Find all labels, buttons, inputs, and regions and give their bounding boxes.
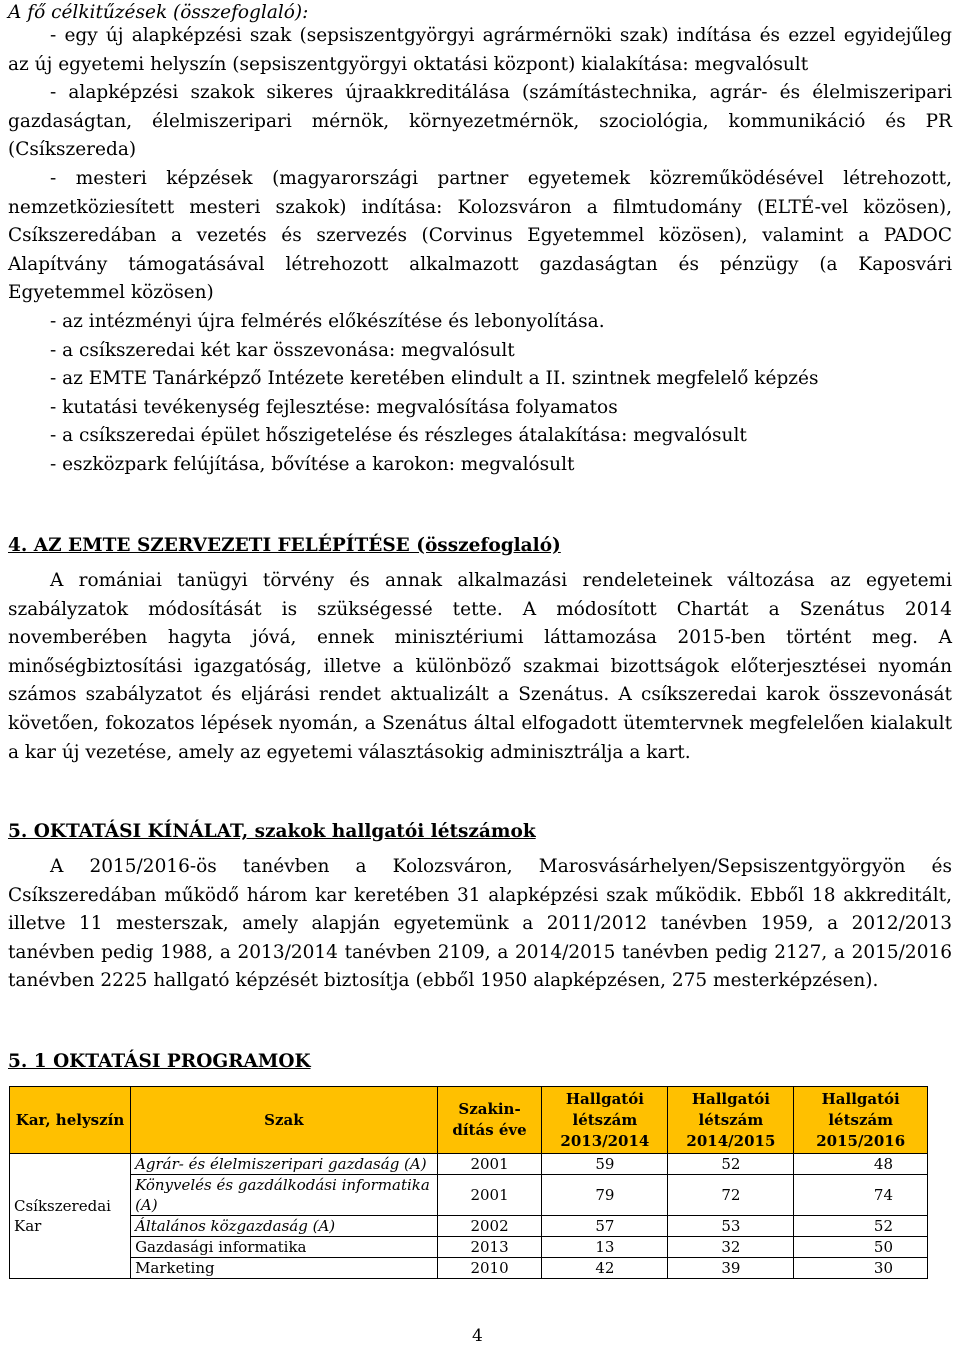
table-header-row [10,1087,928,1154]
summary-item: - a csíkszeredai két kar összevonása: megvalósult [50,339,515,361]
header-2013: Hallgatói létszám 2013/2014 [542,1087,668,1154]
table-row [10,1258,928,1279]
szak-cell: Agrár- és élelmiszeripari gazdaság (A) [131,1154,438,1175]
table-row [10,1237,928,1258]
count-cell: 74 [794,1175,928,1216]
count-cell: 30 [794,1258,928,1279]
szak-cell: Általános közgazdaság (A) [131,1216,438,1237]
programs-table [9,1086,928,1279]
kar-cell: Csíkszeredai Kar [10,1154,131,1279]
count-cell: 39 [668,1258,794,1279]
header-2015: Hallgatói létszám 2015/2016 [794,1087,928,1154]
count-cell: 50 [794,1237,928,1258]
count-cell: 32 [668,1237,794,1258]
count-cell: 53 [668,1216,794,1237]
summary-item: - kutatási tevékenység fejlesztése: megvalósítása folyamatos [50,396,618,418]
szak-cell: Gazdasági informatika [131,1237,438,1258]
summary-item: - egy új alapképzési szak (sepsiszentgyörgyi agrármérnöki szak) indítása és ezzel egyidejűleg az új egyetemi helyszín (sepsiszentgyörgyi oktatási központ) kialakítása: megvalósult [8,25,952,75]
count-cell: 13 [542,1237,668,1258]
year-cell: 2001 [437,1175,542,1216]
count-cell: 52 [794,1216,928,1237]
summary-item: - mesteri képzések (magyarországi partner egyetemek közreműködésével létrehozott, nemzetköziesített mesteri szakok) indítása: Kolozsváron a filmtudomány (ELTÉ-vel közösen), Csíkszeredában a vezetés és szervezés (Corvinus Egyetemmel közösen), valamint a PADOC Alapítvány támogatásával létrehozott alkalmazott gazdaságtan és pénzügy (a Kaposvári Egyetemmel közösen) [8,167,952,304]
count-cell: 42 [542,1258,668,1279]
section-4-body: A romániai tanügyi törvény és annak alkalmazási rendeleteinek változása az egyetemi szabályzatok módosítását is szükségessé tette. A módosított Chartát a Szenátus 2014 novemberében hagyta jóvá, ennek minisztériumi láttamozása 2015-ben történt meg. A minőségbiztosítási igazgatóság, illetve a különböző szakmai bizottságok előterjesztései nyomán számos szabályzatot és eljárási rendet aktualizált a Szenátus. A csíkszeredai karok összevonását követően, fokozatos lépések nyomán, a Szenátus által elfogadott ütemtervnek megfelelően kialakult a kar új vezetése, amely az egyetemi választásokig adminisztrálja a kart. [8,570,952,763]
count-cell: 57 [542,1216,668,1237]
count-cell: 59 [542,1154,668,1175]
header-kar: Kar, helyszín [10,1087,131,1154]
summary-item: - az intézményi újra felmérés előkészítése és lebonyolítása. [50,310,605,332]
table-row [10,1216,928,1237]
count-cell: 72 [668,1175,794,1216]
count-cell: 52 [668,1154,794,1175]
summary-item: - alapképzési szakok sikeres újraakkreditálása (számítástechnika, agrár- és élelmiszeripari gazdaságtan, élelmiszeripari mérnök, környezetmérnök, szociológia, kommunikáció és PR (Csíkszereda) [8,82,952,161]
summary-item: - a csíkszeredai épület hőszigetelése és részleges átalakítása: megvalósult [50,425,747,447]
year-cell: 2002 [437,1216,542,1237]
count-cell: 79 [542,1175,668,1216]
summary-item: - az EMTE Tanárképző Intézete keretében elindult a II. szintnek megfelelő képzés [50,368,819,390]
year-cell: 2013 [437,1237,542,1258]
header-szak: Szak [131,1087,438,1154]
table-row [10,1175,928,1216]
section-5-1-heading: 5. 1 OKTATÁSI PROGRAMOK [8,1051,311,1072]
year-cell: 2001 [437,1154,542,1175]
summary-list [8,22,952,480]
szak-cell: Könyvelés és gazdálkodási informatika (A) [131,1175,438,1216]
table-row [10,1154,928,1175]
szak-cell: Marketing [131,1258,438,1279]
header-inditas: Szakin-dítás éve [437,1087,542,1154]
header-2014: Hallgatói létszám 2014/2015 [668,1087,794,1154]
summary-heading: A fő célkitűzések (összefoglaló): [8,2,309,23]
page-number: 4 [472,1326,483,1346]
count-cell: 48 [794,1154,928,1175]
section-5-heading: 5. OKTATÁSI KÍNÁLAT, szakok hallgatói létszámok [8,821,536,842]
year-cell: 2010 [437,1258,542,1279]
section-4-heading: 4. AZ EMTE SZERVEZETI FELÉPÍTÉSE (összefoglaló) [8,535,561,556]
summary-item: - eszközpark felújítása, bővítése a karokon: megvalósult [50,453,575,475]
section-5-body: A 2015/2016-ös tanévben a Kolozsváron, Marosvásárhelyen/Sepsiszentgyörgyön és Csíkszeredában működő három kar keretében 31 alapképzési szak működik. Ebből 18 akkreditált, illetve 11 mesterszak, amely alapján egyetemünk a 2011/2012 tanévben 1959, a 2012/2013 tanévben pedig 1988, a 2013/2014 tanévben 2109, a 2014/2015 tanévben pedig 2127, a 2015/2016 tanévben 2225 hallgató képzését biztosítja (ebből 1950 alapképzésen, 275 mesterképzésen). [8,856,952,992]
